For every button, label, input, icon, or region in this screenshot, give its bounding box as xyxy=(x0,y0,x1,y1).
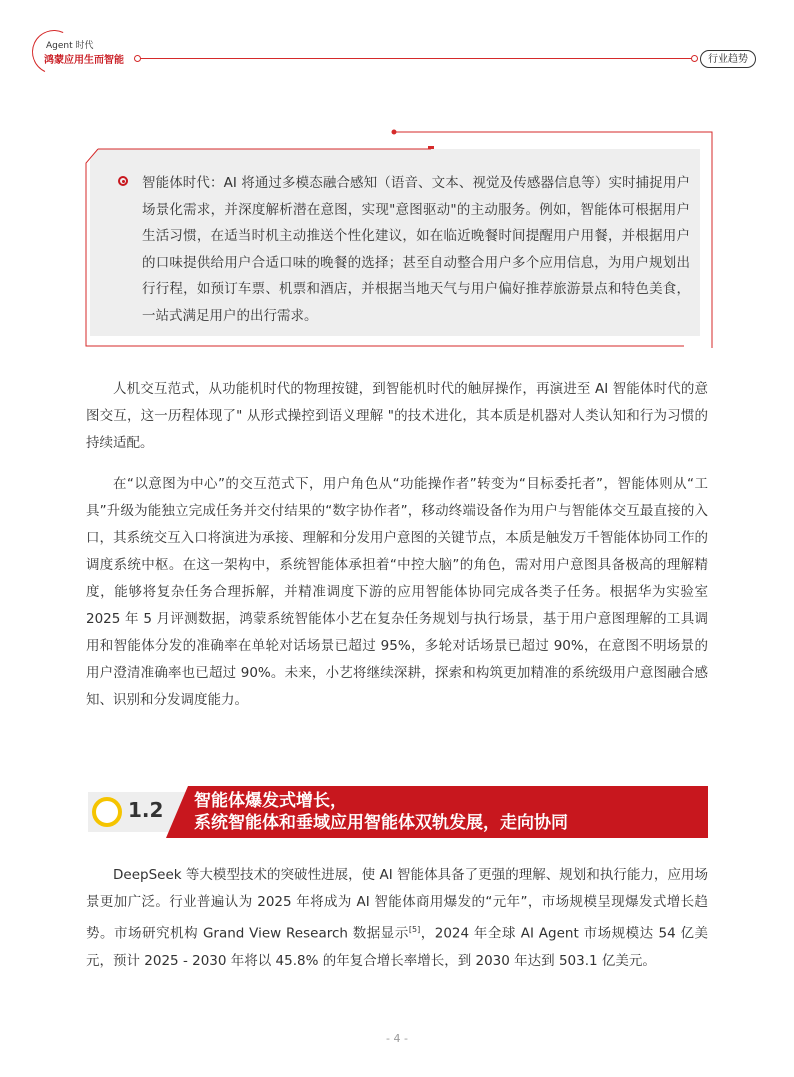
section-number: 1.2 xyxy=(128,798,164,822)
logo-line1: Agent 时代 xyxy=(46,41,94,51)
section-heading xyxy=(88,786,708,838)
paragraph-intent-centric: 在“以意图为中心”的交互范式下，用户角色从“功能操作者”转变为“目标委托者”，智能体则从“工具”升级为能独立完成任务并交付结果的“数字协作者”，移动终端设备作为用户与智能体交互最直接的入口，其系统交互入口将演进为承接、理解和分发用户意图的关键节点，本质是触发万千智能体协同工作的调度系统中枢。在这一架构中，系统智能体承担着“中控大脑”的角色，需对用户意图具备极高的理解精度，能够将复杂任务合理拆解，并精准调度下游的应用智能体协同完成各类子任务。根据华为实验室 2025 年 5 月评测数据，鸿蒙系统智能体小艺在复杂任务规划与执行场景，基于用户意图理解的工具调用和智能体分发的准确率在单轮对话场景已超过 95%，多轮对话场景已超过 90%，在意图不明场景的用户澄清准确率也已超过 90%。未来，小艺将继续深耕，探索和构筑更加精准的系统级用户意图融合感知、识别和分发调度能力。 xyxy=(86,476,708,708)
paragraph-interaction-paradigm: 人机交互范式，从功能机时代的物理按键，到智能机时代的触屏操作，再演进至 AI 智能体时代的意图交互，这一历程体现了" 从形式操控到语义理解 "的技术进化，其本质是机器对人类认知和行为习惯的持续适配。 xyxy=(86,381,708,451)
logo-line2: 鸿蒙应用生而智能 xyxy=(44,55,124,66)
section-tag: 行业趋势 xyxy=(700,50,756,68)
divider-dot-left xyxy=(134,55,141,62)
reference-marker[interactable]: [5] xyxy=(408,925,421,934)
header-divider xyxy=(138,58,694,59)
header-logo xyxy=(32,30,142,74)
divider-dot-right xyxy=(691,55,698,62)
callout xyxy=(120,170,690,329)
paragraph-market-growth xyxy=(86,862,708,975)
ring-icon xyxy=(92,797,122,827)
paragraph-market-growth-part1: DeepSeek 等大模型技术的突破性进展，使 AI 智能体具备了更强的理解、规划和执行能力，应用场景更加广泛。行业普遍认为 2025 年将成为 AI 智能体商用爆发的“元年”，市场规模呈现爆发式增长趋势。市场研究机构 Grand View Research 数据显示 xyxy=(86,867,708,942)
page-number: - 4 - xyxy=(386,1032,408,1045)
section-title-line1: 智能体爆发式增长， xyxy=(194,791,347,811)
section-title-line2: 系统智能体和垂域应用智能体双轨发展，走向协同 xyxy=(194,813,568,833)
callout-body: 智能体时代：AI 将通过多模态融合感知（语音、文本、视觉及传感器信息等）实时捕捉用户场景化需求，并深度解析潜在意图，实现"意图驱动"的主动服务。例如，智能体可根据用户生活习惯，在适当时机主动推送个性化建议，如在临近晚餐时间提醒用户用餐，并根据用户的口味提供给用户合适口味的晚餐的选择；甚至自动整合用户多个应用信息，为用户规划出行行程，如预订车票、机票和酒店，并根据当地天气与用户偏好推荐旅游景点和特色美食，一站式满足用户的出行需求。 xyxy=(142,175,690,324)
bullet-icon xyxy=(118,176,128,186)
paragraph-market-growth-part2: ，2024 年全球 AI Agent 市场规模达 54 亿美元，预计 2025 - 2030 年将以 45.8% 的年复合增长率增长，到 2030 年达到 503.1 亿美元。 xyxy=(86,925,708,969)
section-title xyxy=(194,790,568,834)
